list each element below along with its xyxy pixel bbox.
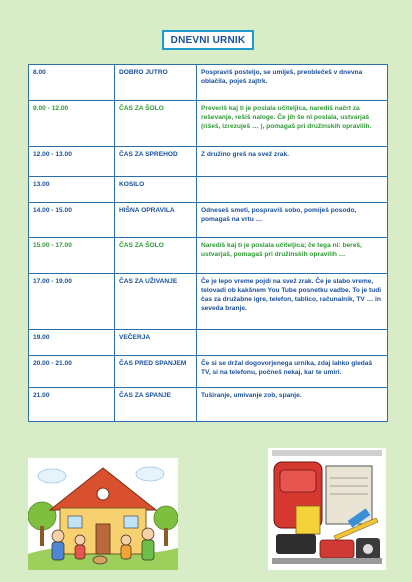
description-cell: Narediš kaj ti je poslala učiteljica; če tega ni: bereš, ustvarjaš, pomagaš pri družinskih opravilih … xyxy=(197,238,388,274)
schedule-row xyxy=(29,330,388,356)
time-cell: 9.00 - 12.00 xyxy=(29,101,115,147)
schedule-row xyxy=(29,388,388,422)
page-title: DNEVNI URNIK xyxy=(162,30,254,50)
activity-cell: KOSILO xyxy=(115,177,197,203)
time-cell: 21.00 xyxy=(29,388,115,422)
schedule-row xyxy=(29,147,388,177)
family-house-illustration xyxy=(28,458,178,570)
schedule-row xyxy=(29,238,388,274)
time-cell: 17.00 - 19.00 xyxy=(29,274,115,330)
activity-cell: ČAS ZA UŽIVANJE xyxy=(115,274,197,330)
schedule-row xyxy=(29,274,388,330)
description-cell: Odneseš smeti, pospraviš sobo, pomiješ posodo, pomagaš na vrtu … xyxy=(197,203,388,238)
schedule-row xyxy=(29,101,388,147)
activity-cell: HIŠNA OPRAVILA xyxy=(115,203,197,238)
description-cell: Pospraviš posteljo, se umiješ, preoblečeš v dnevna oblačila, poješ zajtrk. xyxy=(197,65,388,101)
activity-cell: ČAS ZA SPANJE xyxy=(115,388,197,422)
time-cell: 15.00 - 17.00 xyxy=(29,238,115,274)
time-cell: 12.00 - 13.00 xyxy=(29,147,115,177)
description-cell: Če si se držal dogovorjenega urnika, zdaj lahko gledaš TV, si na telefonu, počneš nekaj, kar te umiri. xyxy=(197,356,388,388)
schedule-row xyxy=(29,203,388,238)
activity-cell: ČAS ZA ŠOLO xyxy=(115,101,197,147)
description-cell xyxy=(197,177,388,203)
time-cell: 13.00 xyxy=(29,177,115,203)
activity-cell: VEČERJA xyxy=(115,330,197,356)
description-cell: Če je lepo vreme pojdi na svež zrak. Če je slabo vreme, telovadi ob kakšnem You Tube posnetku vadbe. To je tudi čas za družabne igre, telefon, tablico, računalnik, TV … in seveda branje. xyxy=(197,274,388,330)
description-cell: Z družino greš na svež zrak. xyxy=(197,147,388,177)
activity-cell: DOBRO JUTRO xyxy=(115,65,197,101)
time-cell: 20.00 - 21.00 xyxy=(29,356,115,388)
activity-cell: ČAS ZA ŠOLO xyxy=(115,238,197,274)
description-cell xyxy=(197,330,388,356)
schedule-row xyxy=(29,177,388,203)
activity-cell: ČAS ZA SPREHOD xyxy=(115,147,197,177)
school-supplies-illustration xyxy=(268,448,386,570)
schedule-table xyxy=(28,64,388,422)
description-cell: Preveriš kaj ti je poslala učiteljica, narediš načrt za reševanje, rešiš naloge. Če jih še ni poslala, ustvarjaš (rišeš, izrezuješ … ), pomagaš pri družinskih opravilih. xyxy=(197,101,388,147)
activity-cell: ČAS PRED SPANJEM xyxy=(115,356,197,388)
time-cell: 19.00 xyxy=(29,330,115,356)
schedule-row xyxy=(29,356,388,388)
time-cell: 14.00 - 15.00 xyxy=(29,203,115,238)
description-cell: Tuširanje, umivanje zob, spanje. xyxy=(197,388,388,422)
schedule-row xyxy=(29,65,388,101)
time-cell: 8.00 xyxy=(29,65,115,101)
